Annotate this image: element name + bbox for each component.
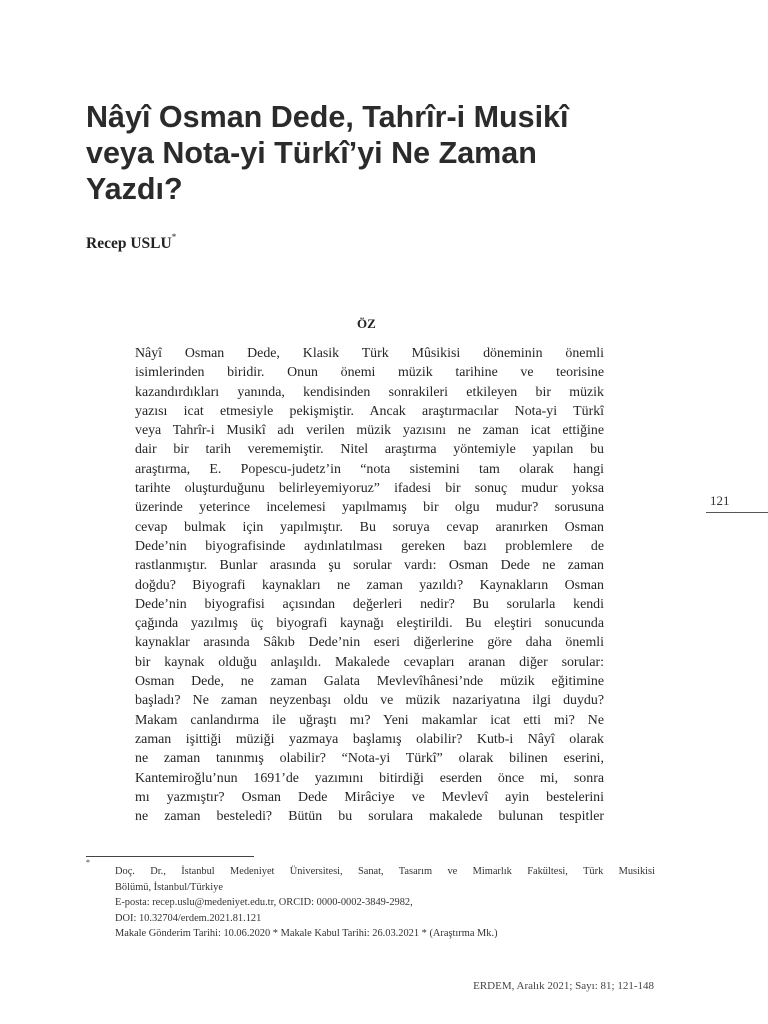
author-name <box>86 234 176 253</box>
abstract-line: bir kaynak olduğu anlaşıldı. Makalede cevapları aranan diğer sorular: <box>135 654 604 670</box>
page-number: 121 <box>710 493 730 508</box>
abstract-line: veya Tahrîr-i Musikî adı verilen müzik yazısını ne zaman icat ettiğine <box>135 423 604 439</box>
title-line: veya Nota-yi Türkî’yi Ne Zaman <box>86 136 537 170</box>
abstract-line: Makam canlandırma ile uğraştı mı? Yeni makamlar icat etti mi? Ne <box>135 712 604 728</box>
abstract-line: dair bir tarih verememiştir. Nitel araştırma yöntemiyle yapılan bu <box>135 442 604 458</box>
abstract-line: tarihte oluşturduğunu belirleyemiyoruz” ifadesi bir sonuç mudur yoksa <box>135 481 604 497</box>
footnote-dates: Makale Gönderim Tarihi: 10.06.2020 * Makale Kabul Tarihi: 26.03.2021 * (Araştırma Mk.) <box>115 928 498 940</box>
author-footnote <box>115 864 655 942</box>
abstract-heading: ÖZ <box>357 316 376 331</box>
abstract-line: çağında yazılmış üç biyografi kaynağı eleştirildi. Bu eleştiri sonucunda <box>135 616 604 632</box>
footnote-doi: DOI: 10.32704/erdem.2021.81.121 <box>115 912 262 924</box>
abstract-line: Kantemiroğlu’nun 1691’de yazımını bitirdiği eserden önce mi, sonra <box>135 770 604 786</box>
abstract-line: Dede’nin biyografisinde aydınlatılması gereken bazı problemlere de <box>135 538 604 554</box>
author-footnote-marker: * <box>171 232 177 242</box>
running-footer: ERDEM, Aralık 2021; Sayı: 81; 121-148 <box>473 980 654 992</box>
author-name-text: Recep USLU <box>86 235 172 253</box>
abstract-line: ne zaman tanınmış olabilir? “Nota-yi Türkî” olarak bilinen eserini, <box>135 751 604 767</box>
abstract-line: doğdu? Biyografi kaynakları ne zaman yazıldı? Kaynakların Osman <box>135 577 604 593</box>
abstract-line: araştırma, E. Popescu-judetz’in “nota sistemini tam olarak hangi <box>135 461 604 477</box>
footnote-email-orcid: E-posta: recep.uslu@medeniyet.edu.tr, ORCID: 0000-0002-3849-2982, <box>115 897 413 909</box>
abstract-line: zaman işittiği müziği yazmaya başlamış olabilir? Kutb-i Nâyî olarak <box>135 731 604 747</box>
footnote-line: Doç. Dr., İstanbul Medeniyet Üniversitesi, Sanat, Tasarım ve Mimarlık Fakültesi, Türk Musikisi <box>115 866 655 877</box>
abstract-line: ne zaman besteledi? Bütün bu sorulara makalede bulunan tespitler <box>135 809 604 825</box>
title-line: Nâyî Osman Dede, Tahrîr-i Musikî <box>86 100 569 134</box>
article-title <box>86 99 686 207</box>
abstract-line: rastlanmıştır. Bunlar arasında şu sorular vardı: Osman Dede ne zaman <box>135 558 604 574</box>
abstract-line: Dede’nin biyografisi açısından değerleri nedir? Bu sorularla kendi <box>135 596 604 612</box>
abstract-line: üzerinde yeterince incelemesi yapılmamış bir olgu mudur? sorusuna <box>135 500 604 516</box>
footnote-marker: * <box>86 858 90 867</box>
abstract-line: kazandırdıkları yanında, kendisinden sonrakileri etkileyen bir müzik <box>135 384 604 400</box>
footnote-line: Bölümü, İstanbul/Türkiye <box>115 881 223 893</box>
abstract-line: isimlerinden biridir. Onun önemi müzik tarihine ve teorisine <box>135 365 604 381</box>
abstract-body <box>135 344 604 826</box>
abstract-line: mı yazmıştır? Osman Dede Mirâciye ve Mevlevî ayin bestelerini <box>135 789 604 805</box>
abstract-line: Osman Dede, ne zaman Galata Mevlevîhânesi’nde müzik eğitimine <box>135 674 604 690</box>
abstract-line: Nâyî Osman Dede, Klasik Türk Mûsikisi döneminin önemli <box>135 346 604 361</box>
abstract-line: kaynaklar arasında Sâkıb Dede’nin eseri diğerlerine göre daha önemli <box>135 635 604 651</box>
page-number-rule <box>706 512 768 513</box>
abstract-line: cevap bulmak için yapılmıştır. Bu soruya cevap aranırken Osman <box>135 519 604 535</box>
abstract-line: başladı? Ne zaman neyzenbaşı oldu ve müzik nazariyatına ilgi duydu? <box>135 693 604 709</box>
title-line: Yazdı? <box>86 172 183 206</box>
footnote-separator <box>86 856 254 857</box>
abstract-line: yazısı icat etmesiyle pekişmiştir. Ancak araştırmacılar Nota-yi Türkî <box>135 403 604 419</box>
